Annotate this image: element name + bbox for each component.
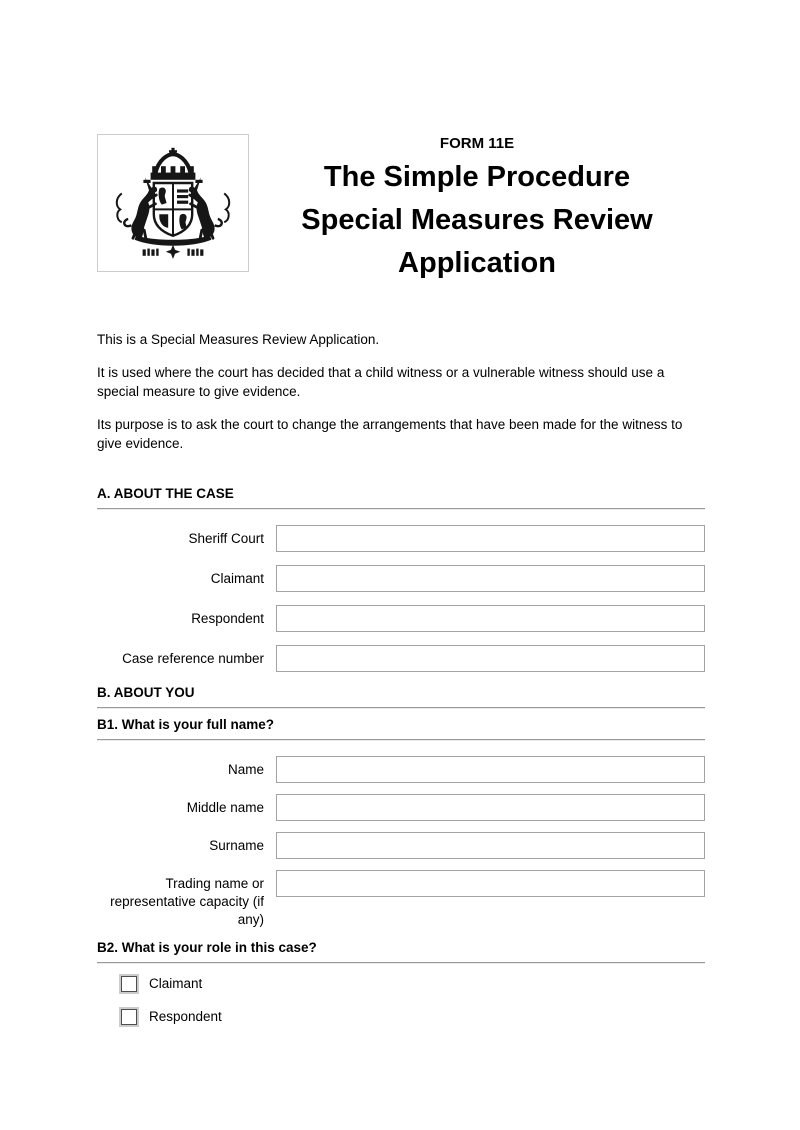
trading-name-label: Trading name or representative capacity (if any) xyxy=(110,875,264,927)
respondent-checkbox[interactable] xyxy=(121,1009,137,1025)
field-row-sheriff-court xyxy=(97,525,705,552)
middle-name-input[interactable] xyxy=(276,794,705,821)
field-row-respondent xyxy=(97,605,705,632)
field-row-name xyxy=(97,756,705,783)
claimant-input[interactable] xyxy=(276,565,705,592)
respondent-input[interactable] xyxy=(276,605,705,632)
middle-name-label: Middle name xyxy=(186,799,264,815)
coat-of-arms-box xyxy=(97,134,249,272)
section-b1-heading: B1. What is your full name? xyxy=(97,717,705,740)
title-line-1: The Simple Procedure xyxy=(323,161,631,193)
name-input[interactable] xyxy=(276,756,705,783)
intro-paragraph-2: It is used where the court has decided that a child witness or a vulnerable witness should use a special measure to give evidence. xyxy=(97,364,665,399)
section-b-heading: B. ABOUT YOU xyxy=(97,685,705,708)
surname-label: Surname xyxy=(209,837,264,853)
section-b1-fields xyxy=(97,756,705,929)
section-a-fields xyxy=(97,525,705,672)
form-number: FORM 11E xyxy=(439,135,515,152)
intro-paragraph-3: Its purpose is to ask the court to change the arrangements that have been made for the witness to give evidence. xyxy=(97,416,683,451)
sheriff-court-label: Sheriff Court xyxy=(188,530,264,546)
form-header xyxy=(97,134,705,285)
respondent-label: Respondent xyxy=(191,610,264,626)
claimant-checkbox[interactable] xyxy=(121,976,137,992)
field-row-claimant xyxy=(97,565,705,592)
role-option-respondent xyxy=(119,1005,705,1029)
field-row-surname xyxy=(97,832,705,859)
sheriff-court-input[interactable] xyxy=(276,525,705,552)
intro-text xyxy=(97,330,705,454)
title-line-3: Application xyxy=(398,247,556,279)
claimant-label: Claimant xyxy=(210,570,264,586)
section-a-heading: A. ABOUT THE CASE xyxy=(97,486,705,509)
page-title xyxy=(249,156,705,285)
surname-input[interactable] xyxy=(276,832,705,859)
case-reference-label: Case reference number xyxy=(122,650,264,666)
trading-name-input[interactable] xyxy=(276,870,705,897)
claimant-checkbox-label: Claimant xyxy=(149,975,203,991)
name-label: Name xyxy=(227,761,264,777)
intro-paragraph-1: This is a Special Measures Review Application. xyxy=(97,332,380,347)
section-b2-heading: B2. What is your role in this case? xyxy=(97,940,705,963)
title-line-2: Special Measures Review xyxy=(301,204,653,236)
case-reference-number-input[interactable] xyxy=(276,645,705,672)
respondent-checkbox-label: Respondent xyxy=(149,1008,222,1024)
role-option-claimant xyxy=(119,972,705,996)
field-row-trading-name xyxy=(97,870,705,929)
field-row-case-reference xyxy=(97,645,705,672)
royal-coat-of-arms-icon xyxy=(108,147,238,259)
title-block xyxy=(249,134,705,285)
role-options xyxy=(97,972,705,1029)
field-row-middle-name xyxy=(97,794,705,821)
